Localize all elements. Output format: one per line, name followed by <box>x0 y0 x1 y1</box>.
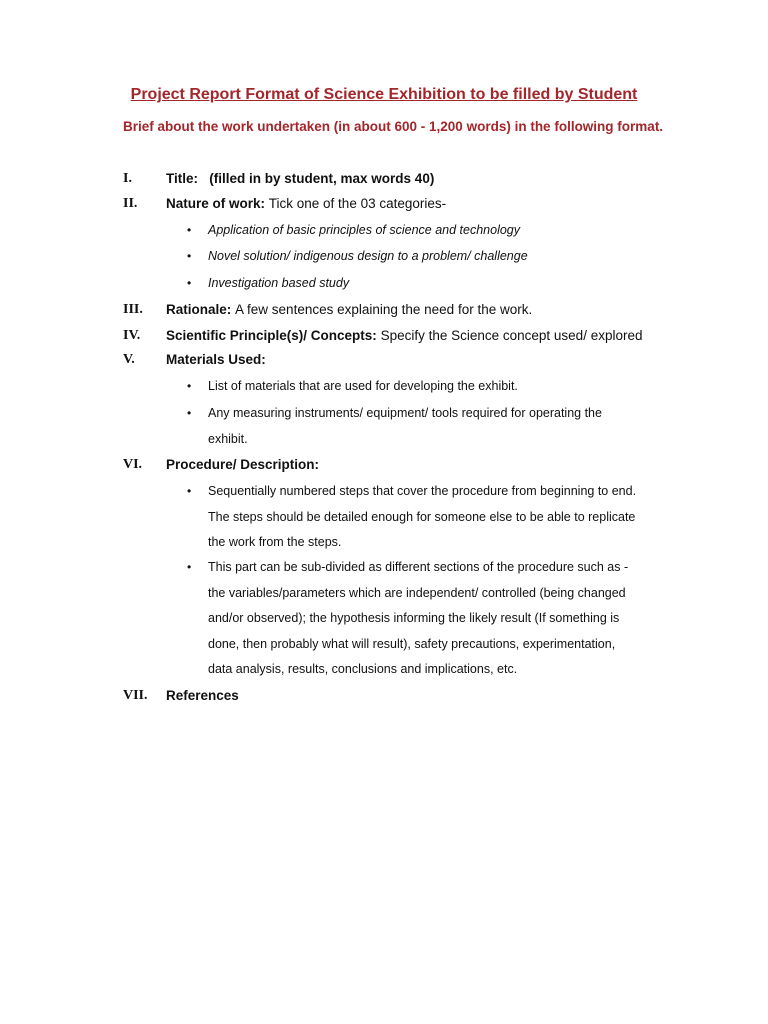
bullet-icon: • <box>187 249 192 263</box>
list-item-text: This part can be sub-divided as different sections of the procedure such as - the variables/parameters which are independent/ controlled (being changed and/or observed); the hypothesis informing the likely result (If something is done, then probably what will result), safety precautions, experimentation, data analysis, results, conclusions and implications, etc. <box>208 560 629 676</box>
heading-label: Nature of work: <box>166 196 266 211</box>
list-item <box>187 555 642 683</box>
bullet-icon: • <box>187 406 192 420</box>
section-numeral: VI. <box>123 457 143 472</box>
list-item-text: Any measuring instruments/ equipment/ tools required for operating the exhibit. <box>208 406 602 446</box>
list-item-text: Investigation based study <box>208 276 350 290</box>
section-numeral: I. <box>123 171 132 186</box>
bullet-icon: • <box>187 379 192 393</box>
bullet-icon: • <box>187 560 192 574</box>
section-heading <box>166 196 446 211</box>
list-item-text: Application of basic principles of science and technology <box>208 223 520 237</box>
section-heading: Materials Used: <box>166 352 266 367</box>
document-title: Project Report Format of Science Exhibition to be filled by Student <box>130 86 638 103</box>
heading-label: Scientific Principle(s)/ Concepts: <box>166 328 377 343</box>
heading-label: Title: <box>166 171 199 186</box>
section-heading <box>166 302 532 317</box>
list-item <box>187 479 642 556</box>
heading-description: (filled in by student, max words 40) <box>209 171 435 186</box>
section-numeral: VII. <box>123 688 148 703</box>
section-heading: Procedure/ Description: <box>166 457 320 472</box>
list-item <box>187 244 642 270</box>
bullet-icon: • <box>187 223 192 237</box>
heading-description: A few sentences explaining the need for the work. <box>235 302 533 317</box>
list-item <box>187 401 642 452</box>
section-numeral: III. <box>123 302 143 317</box>
document-subtitle: Brief about the work undertaken (in about 600 - 1,200 words) in the following format. <box>123 119 664 134</box>
list-item <box>187 374 642 400</box>
list-item-text: List of materials that are used for developing the exhibit. <box>208 379 518 393</box>
list-item <box>187 218 642 244</box>
section-numeral: IV. <box>123 328 141 343</box>
list-item <box>187 271 642 297</box>
list-item-text: Novel solution/ indigenous design to a problem/ challenge <box>208 249 528 263</box>
section-heading: References <box>166 688 239 703</box>
section-heading <box>166 328 642 343</box>
heading-description: Tick one of the 03 categories- <box>268 196 447 211</box>
section-numeral: II. <box>123 196 138 211</box>
list-item-text: Sequentially numbered steps that cover the procedure from beginning to end. The steps should be detailed enough for someone else to be able to replicate the work from the steps. <box>208 484 637 549</box>
heading-label: Rationale: <box>166 302 232 317</box>
bullet-icon: • <box>187 484 192 498</box>
section-numeral: V. <box>123 352 135 367</box>
bullet-icon: • <box>187 276 192 290</box>
section-heading <box>166 171 434 186</box>
heading-description: Specify the Science concept used/ explored <box>380 328 643 343</box>
